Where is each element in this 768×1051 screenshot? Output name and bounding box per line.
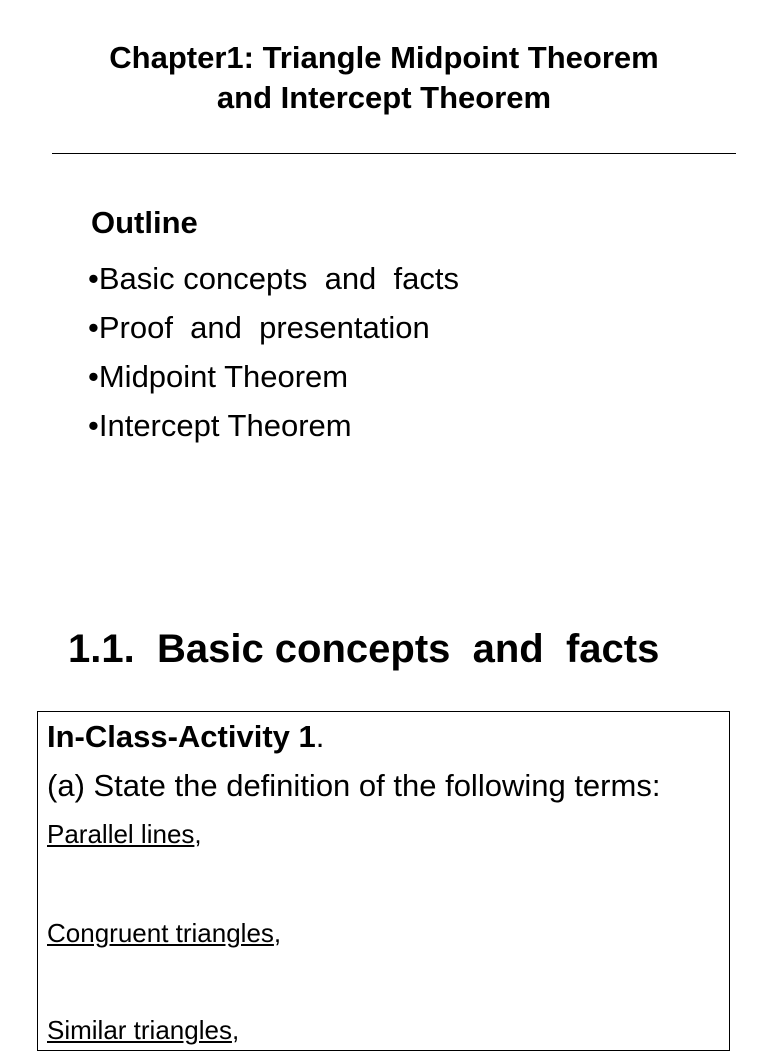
section-heading: 1.1. Basic concepts and facts xyxy=(68,627,660,671)
term-similar-triangles xyxy=(47,1014,239,1046)
outline-heading: Outline xyxy=(91,205,198,240)
activity-instruction: (a) State the definition of the following terms: xyxy=(47,768,661,803)
term-suffix: , xyxy=(194,819,202,849)
term-suffix: , xyxy=(231,1015,240,1045)
outline-item: •Proof and presentation xyxy=(88,310,430,345)
chapter-title xyxy=(0,38,768,118)
outline-item: •Basic concepts and facts xyxy=(88,261,459,296)
term-parallel-lines xyxy=(47,818,202,850)
outline-item: •Intercept Theorem xyxy=(88,408,352,443)
title-divider xyxy=(52,153,736,154)
activity-title-suffix: . xyxy=(315,719,325,754)
chapter-title-line-2: and Intercept Theorem xyxy=(216,80,552,115)
term-text: Parallel lines xyxy=(47,819,195,849)
outline-item: •Midpoint Theorem xyxy=(88,359,349,394)
chapter-title-line-1: Chapter1: Triangle Midpoint Theorem xyxy=(109,40,659,75)
outline-list xyxy=(88,254,459,450)
term-text: Congruent triangles xyxy=(47,918,274,948)
activity-box xyxy=(37,711,730,1051)
term-suffix: , xyxy=(273,918,282,948)
activity-title xyxy=(47,718,324,756)
term-congruent-triangles xyxy=(47,917,281,949)
term-text: Similar triangles xyxy=(47,1015,232,1045)
activity-title-bold: In-Class-Activity 1 xyxy=(47,719,316,754)
